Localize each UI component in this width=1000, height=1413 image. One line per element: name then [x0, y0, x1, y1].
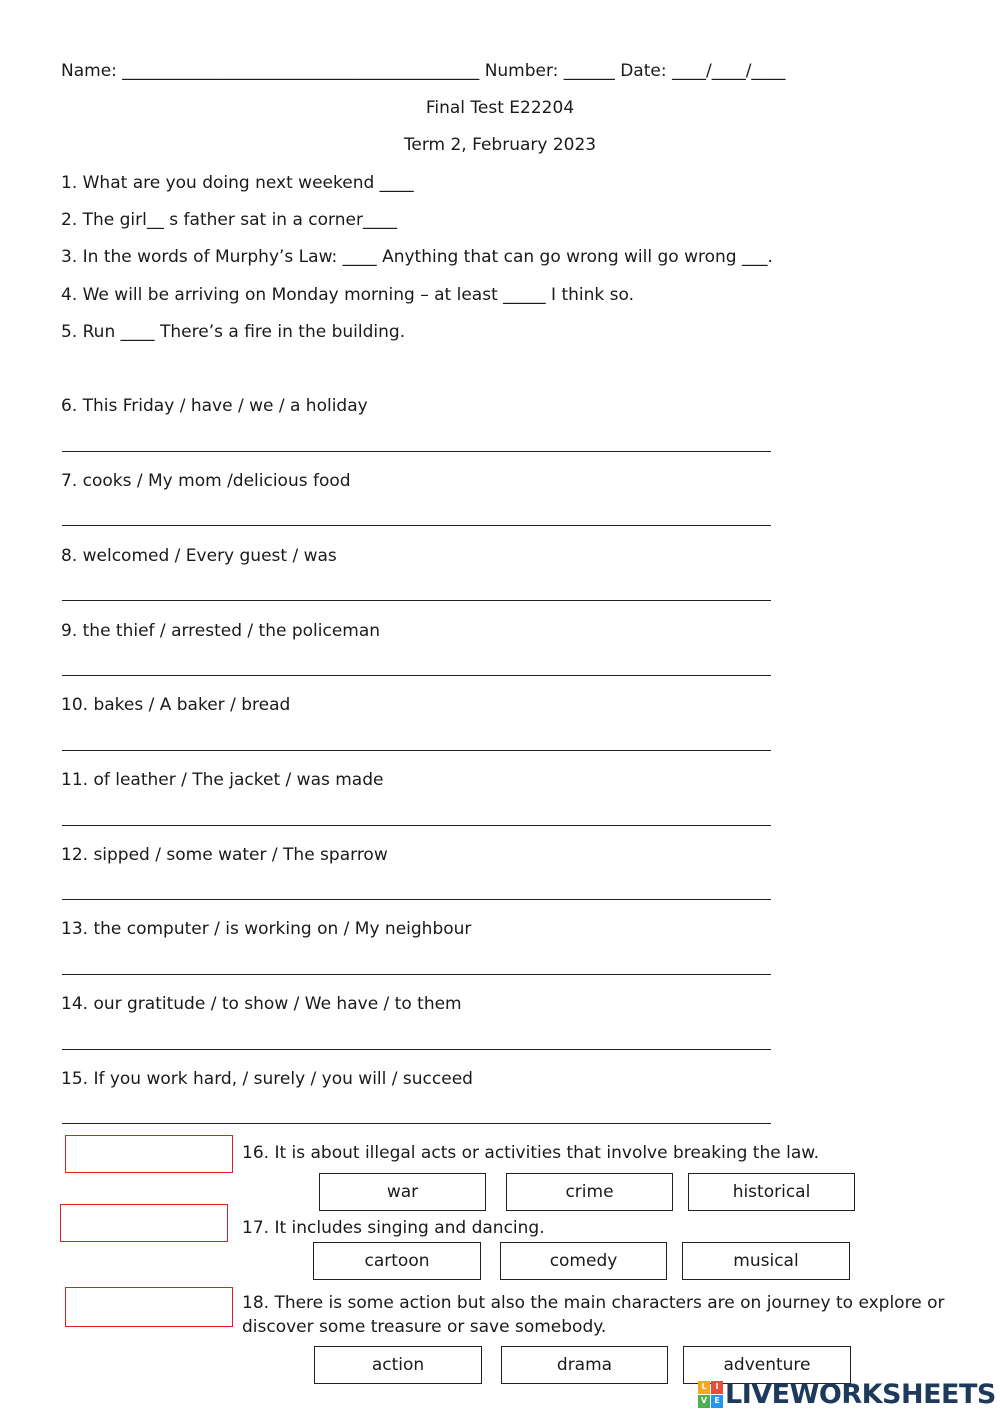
- question-13: 13. the computer / is working on / My neighbour: [61, 919, 472, 939]
- logo-icon-v: V: [698, 1395, 710, 1408]
- liveworksheets-logo: [698, 1378, 996, 1410]
- question-1: 1. What are you doing next weekend ____: [61, 173, 414, 193]
- option-cartoon[interactable]: cartoon: [313, 1242, 481, 1280]
- question-18-line2: discover some treasure or save somebody.: [242, 1317, 607, 1337]
- question-3: 3. In the words of Murphy’s Law: ____ Anything that can go wrong will go wrong ___.: [61, 247, 773, 267]
- option-drama[interactable]: drama: [501, 1346, 668, 1384]
- answer-line-11[interactable]: [62, 825, 771, 826]
- question-18-line1: 18. There is some action but also the main characters are on journey to explore or: [242, 1293, 945, 1313]
- question-5: 5. Run ____ There’s a fire in the building.: [61, 322, 406, 342]
- answer-box-16[interactable]: [65, 1135, 233, 1173]
- answer-box-17[interactable]: [60, 1204, 228, 1242]
- option-war[interactable]: war: [319, 1173, 486, 1211]
- question-15: 15. If you work hard, / surely / you will / succeed: [61, 1069, 473, 1089]
- logo-icon-l: L: [698, 1381, 710, 1394]
- liveworksheets-icon: [698, 1381, 722, 1407]
- logo-icon-e: E: [711, 1395, 723, 1408]
- question-10: 10. bakes / A baker / bread: [61, 695, 291, 715]
- answer-line-8[interactable]: [62, 600, 771, 601]
- name-number-date-line: Name: __________________________________________ Number: ______ Date: ____/____/____: [61, 61, 786, 81]
- question-2: 2. The girl__ s father sat in a corner____: [61, 210, 397, 230]
- option-comedy[interactable]: comedy: [500, 1242, 667, 1280]
- question-16: 16. It is about illegal acts or activities that involve breaking the law.: [242, 1143, 819, 1163]
- question-14: 14. our gratitude / to show / We have / to them: [61, 994, 462, 1014]
- question-17: 17. It includes singing and dancing.: [242, 1218, 545, 1238]
- answer-line-6[interactable]: [62, 451, 771, 452]
- answer-line-13[interactable]: [62, 974, 771, 975]
- logo-icon-i: I: [711, 1381, 723, 1394]
- answer-line-12[interactable]: [62, 899, 771, 900]
- answer-line-7[interactable]: [62, 525, 771, 526]
- option-musical[interactable]: musical: [682, 1242, 850, 1280]
- question-12: 12. sipped / some water / The sparrow: [61, 845, 388, 865]
- answer-line-9[interactable]: [62, 675, 771, 676]
- option-adventure[interactable]: adventure: [683, 1346, 851, 1384]
- question-9: 9. the thief / arrested / the policeman: [61, 621, 381, 641]
- question-4: 4. We will be arriving on Monday morning – at least _____ I think so.: [61, 285, 635, 305]
- answer-line-10[interactable]: [62, 750, 771, 751]
- question-7: 7. cooks / My mom /delicious food: [61, 471, 351, 491]
- option-action[interactable]: action: [314, 1346, 482, 1384]
- logo-text: LIVEWORKSHEETS: [725, 1378, 996, 1410]
- question-11: 11. of leather / The jacket / was made: [61, 770, 384, 790]
- answer-box-18[interactable]: [65, 1287, 233, 1327]
- answer-line-15[interactable]: [62, 1123, 771, 1124]
- option-crime[interactable]: crime: [506, 1173, 673, 1211]
- test-subtitle: Term 2, February 2023: [403, 135, 597, 155]
- option-historical[interactable]: historical: [688, 1173, 855, 1211]
- answer-line-14[interactable]: [62, 1049, 771, 1050]
- test-title: Final Test E22204: [425, 98, 575, 118]
- question-8: 8. welcomed / Every guest / was: [61, 546, 337, 566]
- question-6: 6. This Friday / have / we / a holiday: [61, 396, 368, 416]
